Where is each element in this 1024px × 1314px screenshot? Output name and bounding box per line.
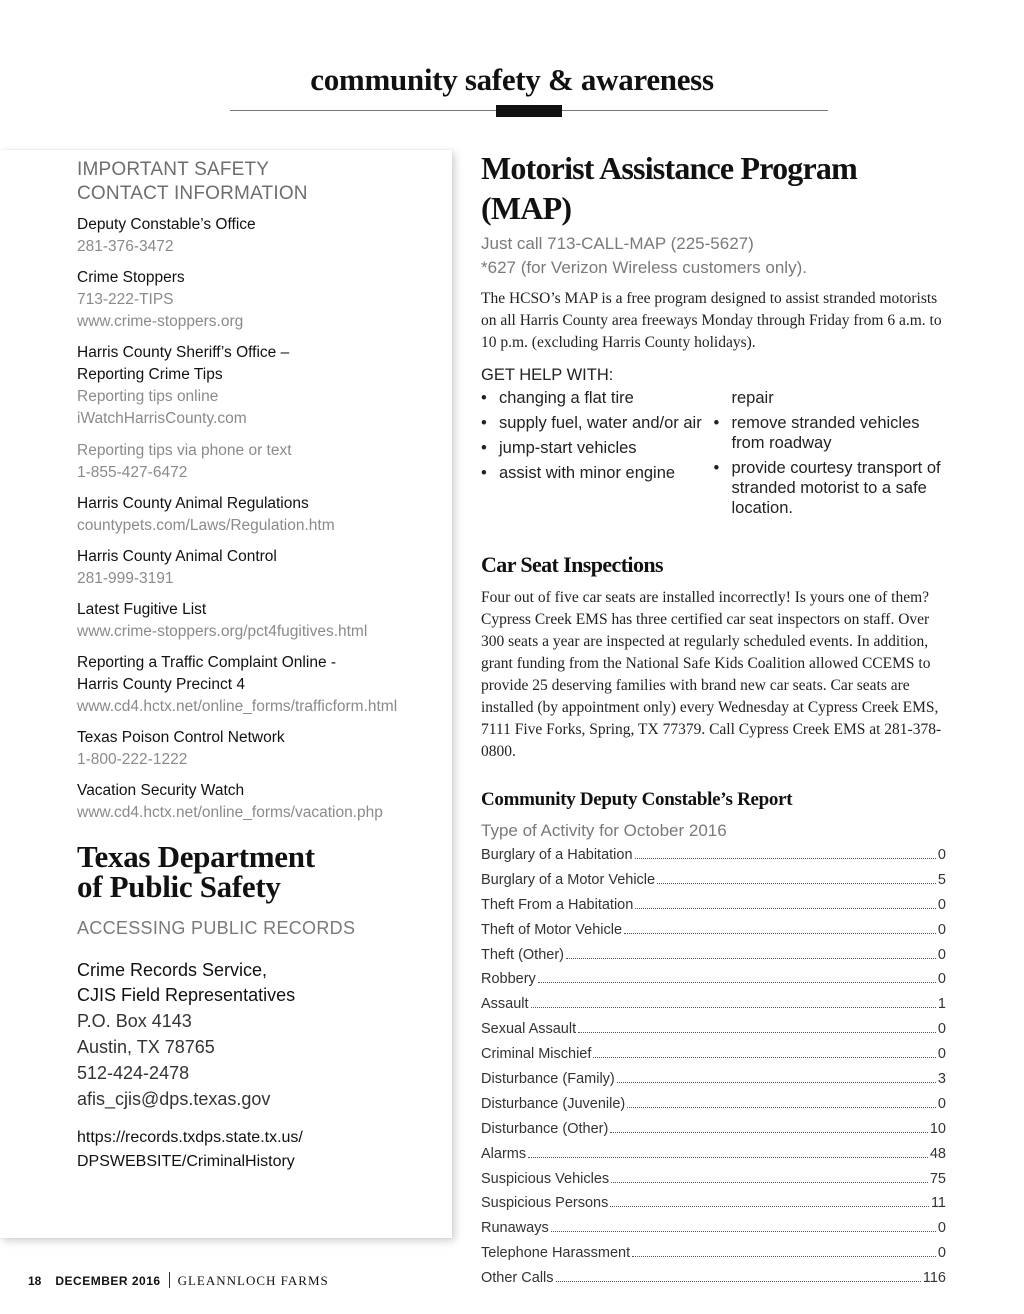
dot-leader (624, 932, 936, 934)
activity-row (481, 1220, 946, 1245)
activity-label: Disturbance (Other) (481, 1120, 609, 1137)
dot-leader (635, 857, 936, 859)
dot-leader (617, 1081, 936, 1083)
main-column (481, 148, 946, 1295)
activity-label: Assault (481, 996, 529, 1013)
activity-count: 0 (937, 946, 946, 963)
issue-date: DECEMBER 2016 (55, 1274, 161, 1288)
activity-count: 0 (937, 1021, 946, 1038)
activity-row (481, 897, 946, 922)
dot-leader (610, 1131, 928, 1133)
car-seat-title: Car Seat Inspections (481, 552, 663, 577)
activity-row (481, 1146, 946, 1171)
section-title: community safety & awareness (310, 62, 714, 97)
dps-office-name: CJIS Field Representatives (77, 985, 296, 1005)
contact-detail[interactable]: www.crime-stoppers.org/pct4fugitives.html (77, 623, 368, 640)
help-item: • remove stranded vehicles from roadway (714, 413, 947, 453)
contact-sidebar (0, 150, 452, 1238)
activity-count: 3 (937, 1071, 946, 1088)
activity-row (481, 847, 946, 872)
dot-leader (635, 907, 936, 909)
page-footer (28, 1272, 329, 1289)
activity-count: 0 (937, 921, 946, 938)
activity-label: Alarms (481, 1145, 527, 1162)
dot-leader (551, 1230, 936, 1232)
activity-count: 0 (937, 896, 946, 913)
dps-url-line[interactable]: https://records.txdps.state.tx.us/ (77, 1129, 303, 1146)
page-number: 18 (28, 1274, 42, 1288)
activity-row (481, 1245, 946, 1270)
activity-count: 10 (929, 1120, 946, 1137)
dot-leader (593, 1056, 936, 1058)
contact-name: Harris County Sheriff’s Office – (77, 344, 290, 361)
activity-row (481, 922, 946, 947)
activity-count: 11 (930, 1195, 946, 1212)
activity-row (481, 996, 946, 1021)
activity-label: Theft From a Habitation (481, 896, 634, 913)
activity-label: Robbery (481, 971, 536, 988)
activity-count: 0 (937, 1095, 946, 1112)
help-item: repair (731, 389, 774, 407)
dps-phone: 512-424-2478 (77, 1063, 190, 1083)
contact-name: Latest Fugitive List (77, 601, 207, 618)
contact-entry (77, 493, 447, 537)
activity-row (481, 1096, 946, 1121)
contact-entry (77, 727, 447, 771)
activity-count: 1 (937, 996, 946, 1013)
activity-row (481, 1121, 946, 1146)
dot-leader (578, 1031, 936, 1033)
activity-row (481, 971, 946, 996)
contact-name: Deputy Constable’s Office (77, 216, 256, 233)
activity-label: Other Calls (481, 1270, 554, 1287)
contact-detail[interactable]: countypets.com/Laws/Regulation.htm (77, 517, 335, 534)
map-call-line: Just call 713-CALL-MAP (225-5627) (481, 234, 754, 253)
dot-leader (611, 1181, 928, 1183)
dps-address: Austin, TX 78765 (77, 1037, 215, 1057)
dot-leader (632, 1255, 936, 1257)
dps-website-link[interactable] (77, 1126, 447, 1174)
activity-count: 0 (937, 847, 946, 863)
activity-label: Suspicious Persons (481, 1195, 609, 1212)
dot-leader (566, 957, 936, 959)
contact-list (77, 214, 447, 824)
contact-entry (77, 546, 447, 590)
report-title: Community Deputy Constable’s Report (481, 789, 793, 810)
activity-count: 0 (937, 971, 946, 988)
car-seat-body: Four out of five car seats are installed incorrectly! Is yours one of them? Cypress Creek EMS has three certified car seat inspectors on staff. Over 300 seats a year are inspected at regularly scheduled events. In addition, grant funding from the National Safe Kids Coalition allowed CCEMS to provide 25 deserving families with brand new car seats. Car seats are installed (by appointment only) every Wednesday at Cypress Creek EMS, 7111 Five Forks, Spring, TX 77379. Call Cypress Creek EMS at 281-378-0800. (481, 589, 942, 760)
sidebar-title-line: CONTACT INFORMATION (77, 183, 308, 204)
activity-label: Disturbance (Family) (481, 1071, 615, 1088)
help-column (714, 388, 947, 523)
contact-entry (77, 342, 447, 484)
dps-subtitle: ACCESSING PUBLIC RECORDS (77, 918, 356, 938)
activity-count: 5 (937, 871, 946, 888)
map-description: The HCSO’s MAP is a free program designed to assist stranded motorists on all Harris County area freeways Monday through Friday from 6 a.m. to 10 p.m. (excluding Harris County holidays). (481, 290, 942, 351)
activity-count: 48 (929, 1145, 946, 1162)
activity-label: Criminal Mischief (481, 1046, 592, 1063)
activity-label: Burglary of a Habitation (481, 847, 633, 863)
help-list (481, 388, 946, 523)
activity-list (481, 847, 946, 1295)
contact-detail[interactable]: iWatchHarrisCounty.com (77, 410, 247, 427)
activity-label: Telephone Harassment (481, 1245, 631, 1262)
contact-name: Reporting Crime Tips (77, 366, 223, 383)
contact-detail: 713-222-TIPS (77, 291, 174, 308)
activity-row (481, 1195, 946, 1220)
contact-entry (77, 267, 447, 333)
activity-count: 75 (929, 1170, 946, 1187)
dps-address: P.O. Box 4143 (77, 1011, 192, 1031)
contact-name: Harris County Precinct 4 (77, 676, 245, 693)
activity-label: Theft (Other) (481, 946, 564, 963)
contact-name: Texas Poison Control Network (77, 729, 285, 746)
help-column (481, 388, 714, 523)
activity-row (481, 872, 946, 897)
activity-count: 116 (922, 1270, 946, 1287)
help-item: • changing a flat tire (481, 388, 714, 408)
sidebar-title (77, 158, 447, 206)
activity-label: Runaways (481, 1220, 549, 1237)
publication-name: GLEANNLOCH FARMS (177, 1273, 329, 1288)
activity-row (481, 1046, 946, 1071)
activity-label: Sexual Assault (481, 1021, 577, 1038)
contact-detail: 281-999-3191 (77, 570, 174, 587)
dot-leader (610, 1205, 929, 1207)
activity-label: Suspicious Vehicles (481, 1170, 610, 1187)
map-call-line: *627 (for Verizon Wireless customers only). (481, 258, 807, 277)
activity-row (481, 1270, 946, 1295)
contact-detail[interactable]: www.crime-stoppers.org (77, 313, 244, 330)
dot-leader (531, 1006, 936, 1008)
contact-detail: 1-800-222-1222 (77, 751, 188, 768)
contact-name: Harris County Animal Regulations (77, 495, 309, 512)
activity-label: Theft of Motor Vehicle (481, 921, 623, 938)
dps-title (77, 839, 447, 904)
contact-name: Vacation Security Watch (77, 782, 245, 799)
activity-count: 0 (937, 1245, 946, 1262)
help-item: • provide courtesy transport of stranded motorist to a safe location. (714, 458, 947, 518)
dot-leader (657, 882, 936, 884)
header-accent-block (496, 105, 562, 117)
footer-divider (169, 1272, 170, 1288)
activity-row (481, 1171, 946, 1196)
page-header (0, 62, 1024, 98)
map-call-info (481, 232, 946, 280)
report-subtitle: Type of Activity for October 2016 (481, 821, 727, 840)
help-item: • assist with minor engine (481, 463, 714, 483)
dot-leader (528, 1156, 928, 1158)
contact-detail: 1-855-427-6472 (77, 464, 188, 481)
dot-leader (627, 1106, 936, 1108)
help-item: • supply fuel, water and/or air (481, 413, 714, 433)
sidebar-title-line: IMPORTANT SAFETY (77, 159, 270, 180)
activity-row (481, 1021, 946, 1046)
contact-name: Crime Stoppers (77, 269, 185, 286)
map-title: Motorist Assistance Program (MAP) (481, 150, 857, 226)
contact-gap (77, 430, 447, 440)
contact-detail: Reporting tips via phone or text (77, 442, 292, 459)
contact-entry (77, 599, 447, 643)
help-item: • jump-start vehicles (481, 438, 714, 458)
dps-email[interactable]: afis_cjis@dps.texas.gov (77, 1089, 271, 1109)
contact-detail: Reporting tips online (77, 388, 219, 405)
activity-count: 0 (937, 1220, 946, 1237)
contact-detail[interactable]: www.cd4.hctx.net/online_forms/vacation.php (77, 804, 383, 821)
contact-detail: 281-376-3472 (77, 238, 174, 255)
contact-detail[interactable]: www.cd4.hctx.net/online_forms/trafficform.html (77, 698, 398, 715)
activity-label: Disturbance (Juvenile) (481, 1095, 626, 1112)
contact-name: Reporting a Traffic Complaint Online - (77, 654, 337, 671)
help-heading: GET HELP WITH: (481, 366, 614, 384)
contact-entry (77, 652, 447, 718)
dot-leader (556, 1280, 921, 1282)
contact-name: Harris County Animal Control (77, 548, 277, 565)
activity-row (481, 947, 946, 972)
activity-row (481, 1071, 946, 1096)
dot-leader (538, 981, 936, 983)
activity-count: 0 (937, 1046, 946, 1063)
dps-title-line: of Public Safety (77, 869, 281, 904)
activity-label: Burglary of a Motor Vehicle (481, 871, 656, 888)
contact-entry (77, 214, 447, 258)
dps-url-line[interactable]: DPSWEBSITE/CriminalHistory (77, 1153, 295, 1170)
dps-office-name: Crime Records Service, (77, 960, 268, 980)
contact-entry (77, 780, 447, 824)
dps-title-line: Texas Department (77, 839, 315, 874)
